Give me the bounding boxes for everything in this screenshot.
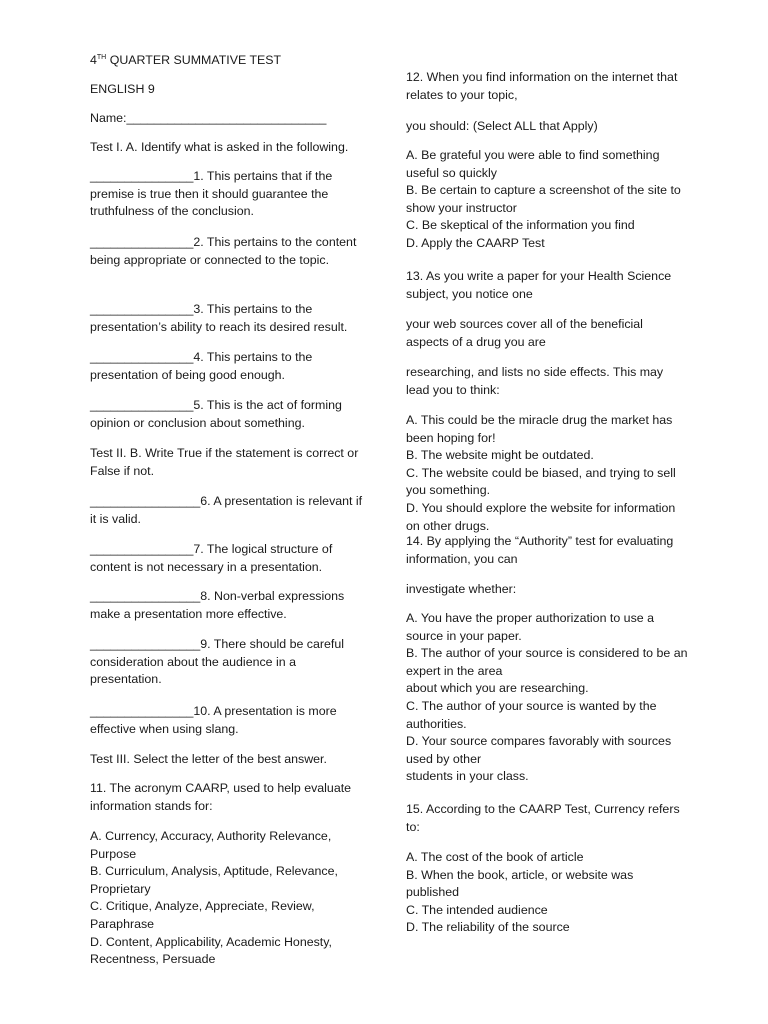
test1-item: _______________1. This pertains that if the premise is true then it should guarantee the truthfulness of the conclusion. — [90, 169, 333, 219]
question-15-stem: 15. According to the CAARP Test, Currency refers to: — [406, 802, 680, 834]
option: B. The author of your source is considered to be an expert in the area — [406, 646, 688, 678]
option: B. Be certain to capture a screenshot of the site to show your instructor — [406, 183, 681, 215]
question-12-stem-cont: you should: (Select ALL that Apply) — [406, 119, 598, 133]
option: D. Your source compares favorably with sources used by other — [406, 734, 672, 766]
question-11-options — [90, 828, 370, 969]
test1-item: _______________2. This pertains to the content being appropriate or connected to the topic. — [90, 235, 357, 267]
test1-item: _______________4. This pertains to the presentation of being good enough. — [90, 350, 313, 382]
test2-item: _______________7. The logical structure of content is not necessary in a presentation. — [90, 542, 333, 574]
option: A. This could be the miracle drug the market has been hoping for! — [406, 413, 673, 445]
test2-item: ________________6. A presentation is relevant if it is valid. — [90, 494, 363, 526]
question-12-options — [406, 147, 688, 253]
option: B. The website might be outdated. — [406, 448, 594, 463]
name-field[interactable]: Name:_____________________________ — [90, 111, 327, 125]
test1-instruction: Test I. A. Identify what is asked in the following. — [90, 140, 349, 154]
test3-instruction: Test III. Select the letter of the best answer. — [90, 752, 327, 766]
question-14-stem: 14. By applying the “Authority” test for evaluating information, you can — [406, 534, 674, 566]
option: D. You should explore the website for information on other drugs. — [406, 500, 676, 533]
option: D. The reliability of the source — [406, 920, 570, 935]
test2-item: ________________9. There should be careful consideration about the audience in a presentation. — [90, 637, 344, 687]
test1-item: _______________3. This pertains to the presentation’s ability to reach its desired result. — [90, 302, 348, 334]
option: B. When the book, article, or website was published — [406, 867, 634, 900]
option: D. Content, Applicability, Academic Honesty, Recentness, Persuade — [90, 934, 332, 967]
question-12-stem: 12. When you find information on the internet that relates to your topic, — [406, 70, 678, 102]
option: C. Critique, Analyze, Appreciate, Review, Paraphrase — [90, 899, 315, 931]
test2-item: _______________10. A presentation is more effective when using slang. — [90, 704, 337, 736]
question-15-options — [406, 849, 688, 937]
question-13-stem-cont: your web sources cover all of the beneficial aspects of a drug you are — [406, 317, 643, 349]
question-14-stem-cont: investigate whether: — [406, 582, 517, 596]
test1-item: _______________5. This is the act of forming opinion or conclusion about something. — [90, 398, 342, 430]
option: students in your class. — [406, 769, 529, 784]
option: about which you are researching. — [406, 681, 589, 696]
option: C. The intended audience — [406, 902, 548, 917]
question-13-stem: 13. As you write a paper for your Health Science subject, you notice one — [406, 269, 672, 301]
subject-line: ENGLISH 9 — [90, 82, 155, 96]
question-13-stem-cont: researching, and lists no side effects. This may lead you to think: — [406, 365, 664, 397]
option: A. The cost of the book of article — [406, 850, 584, 864]
question-11-stem: 11. The acronym CAARP, used to help evaluate information stands for: — [90, 781, 352, 813]
option: D. Apply the CAARP Test — [406, 235, 545, 250]
test-title: 4TH QUARTER SUMMATIVE TEST — [90, 53, 282, 67]
option: A. Be grateful you were able to find something useful so quickly — [406, 148, 660, 180]
option: B. Curriculum, Analysis, Aptitude, Relevance, Proprietary — [90, 864, 338, 896]
option: C. The author of your source is wanted by the authorities. — [406, 698, 657, 731]
option: A. You have the proper authorization to use a source in your paper. — [406, 611, 654, 643]
option: A. Currency, Accuracy, Authority Relevance, Purpose — [90, 829, 332, 861]
test2-item: ________________8. Non-verbal expressions make a presentation more effective. — [90, 589, 345, 621]
option: C. The website could be biased, and trying to sell you something. — [406, 465, 676, 498]
question-13-options — [406, 412, 688, 535]
option: C. Be skeptical of the information you find — [406, 218, 635, 233]
test2-instruction: Test II. B. Write True if the statement is correct or False if not. — [90, 446, 359, 478]
question-14-options — [406, 610, 688, 786]
